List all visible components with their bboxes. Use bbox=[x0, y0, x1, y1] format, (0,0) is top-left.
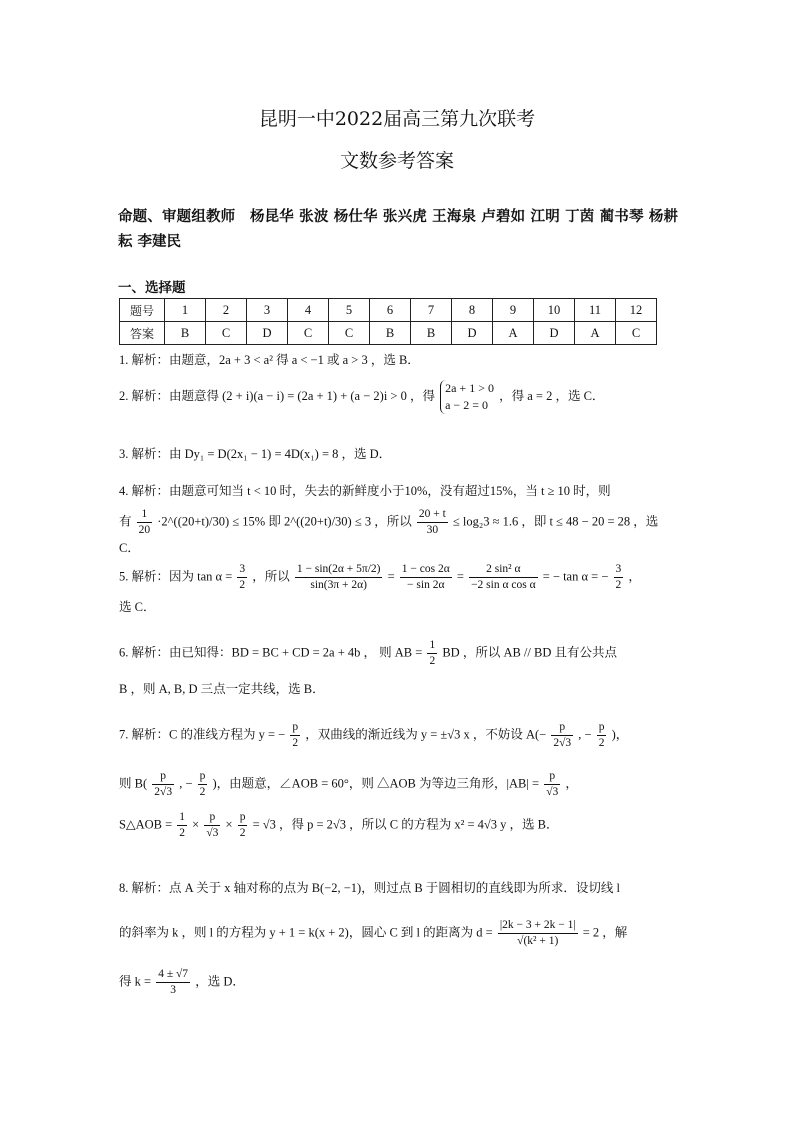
denominator: 2 bbox=[429, 655, 436, 667]
solution-8 bbox=[119, 878, 679, 998]
table-cell: D bbox=[534, 322, 575, 345]
table-cell: 答案 bbox=[120, 322, 165, 345]
fraction bbox=[469, 562, 538, 593]
fraction bbox=[156, 967, 190, 998]
solution-1: 1. 解析：由题意，2a + 3 < a² 得 a < −1 或 a > 3 ，选 B． bbox=[119, 353, 420, 367]
table-cell: D bbox=[452, 322, 493, 345]
table-row bbox=[120, 299, 657, 322]
denominator: 2√3 bbox=[553, 737, 572, 749]
solution-text: 7. 解析：C 的准线方程为 y = − bbox=[119, 727, 286, 742]
solution-text: )， bbox=[611, 727, 629, 742]
solution-text: × bbox=[225, 817, 233, 832]
table-cell: A bbox=[575, 322, 616, 345]
solution-text: 6. 解析：由已知得：BD = BC + CD = 2a + 4b ， 则 AB = bbox=[119, 645, 423, 660]
solution-text: = − tan α = − bbox=[542, 569, 609, 584]
fraction bbox=[417, 507, 448, 538]
numerator: 1 bbox=[177, 810, 187, 826]
denominator: sin(3π + 2α) bbox=[310, 579, 367, 591]
numerator: 1 bbox=[137, 507, 153, 523]
table-cell: D bbox=[247, 322, 288, 345]
solution-text: = √3 ，得 p = 2√3 ，所以 C 的方程为 x² = 4√3 y ，选 B． bbox=[252, 817, 559, 832]
equation: a − 2 = 0 bbox=[445, 398, 488, 412]
denominator: √3 bbox=[206, 827, 219, 839]
table-cell: B bbox=[370, 322, 411, 345]
fraction bbox=[427, 638, 437, 669]
numerator: 1 − cos 2α bbox=[400, 562, 452, 578]
table-cell: C bbox=[288, 322, 329, 345]
numerator: 2 sin² α bbox=[469, 562, 538, 578]
denominator: √3 bbox=[546, 786, 559, 798]
equation-system bbox=[440, 380, 494, 414]
table-row bbox=[120, 322, 657, 345]
fraction bbox=[237, 562, 247, 593]
table-cell: 6 bbox=[370, 299, 411, 322]
fraction bbox=[137, 507, 153, 538]
teachers-line: 命题、审题组教师 杨昆华 张波 杨仕华 张兴虎 王海泉 卢碧如 江明 丁茵 蔺书琴 杨耕耘 李建民 bbox=[118, 209, 678, 250]
denominator: 2 bbox=[615, 579, 622, 591]
table-cell: 11 bbox=[575, 299, 616, 322]
denominator: 3 bbox=[170, 984, 176, 996]
numerator: p bbox=[152, 769, 174, 785]
solution-6 bbox=[119, 638, 679, 699]
fraction bbox=[238, 810, 248, 841]
fraction bbox=[152, 769, 174, 800]
solution-text: 得 k = bbox=[119, 974, 152, 989]
table-cell: 8 bbox=[452, 299, 493, 322]
numerator: 4 ± √7 bbox=[156, 967, 190, 983]
numerator: p bbox=[544, 769, 560, 785]
solution-text: ，双曲线的渐近线为 y = ±√3 x ，不妨设 A(− bbox=[305, 727, 547, 742]
table-cell: C bbox=[616, 322, 657, 345]
fraction bbox=[614, 562, 624, 593]
fraction bbox=[544, 769, 560, 800]
solution-text: B ，则 A, B, D 三点一定共线，选 B． bbox=[119, 682, 325, 696]
denominator: 2 bbox=[239, 827, 246, 839]
table-cell: 10 bbox=[534, 299, 575, 322]
fraction bbox=[290, 720, 300, 751]
solution-5 bbox=[119, 562, 679, 617]
solution-text: 4. 解析：由题意可知当 t < 10 时，失去的新鲜度小于10%，没有超过15%，当 t ≥ 10 时，则 bbox=[119, 484, 611, 498]
table-cell: 1 bbox=[165, 299, 206, 322]
table-cell: C bbox=[206, 322, 247, 345]
numerator: p bbox=[290, 720, 300, 736]
numerator: 1 bbox=[427, 638, 437, 654]
fraction bbox=[177, 810, 187, 841]
doc-subtitle: 文数参考答案 bbox=[339, 150, 454, 172]
table-cell: 7 bbox=[411, 299, 452, 322]
solution-text: ≤ log₂3 ≈ 1.6 ，即 t ≤ 48 − 20 = 28 ，选 C． bbox=[119, 514, 659, 555]
table-cell: B bbox=[411, 322, 452, 345]
numerator: p bbox=[198, 769, 208, 785]
solution-text: 的斜率为 k ，则 l 的方程为 y + 1 = k(x + 2)，圆心 C 到 l 的距离为 d = bbox=[119, 925, 493, 940]
denominator: √(k² + 1) bbox=[517, 935, 559, 947]
table-cell: 3 bbox=[247, 299, 288, 322]
numerator: p bbox=[551, 720, 573, 736]
solution-text: )，由题意，∠AOB = 60°，则 △AOB 为等边三角形，|AB| = bbox=[212, 776, 540, 791]
denominator: 2 bbox=[598, 737, 605, 749]
numerator: 20 + t bbox=[417, 507, 448, 523]
fraction bbox=[400, 562, 452, 593]
numerator: p bbox=[204, 810, 220, 826]
denominator: 2 bbox=[239, 579, 246, 591]
solution-text: ，所以 bbox=[252, 569, 290, 584]
solution-text: × bbox=[192, 817, 200, 832]
equation: 2a + 1 > 0 bbox=[445, 381, 494, 395]
table-cell: 5 bbox=[329, 299, 370, 322]
table-cell: B bbox=[165, 322, 206, 345]
table-cell: 12 bbox=[616, 299, 657, 322]
denominator: − sin 2α bbox=[407, 579, 445, 591]
table-cell: 题号 bbox=[120, 299, 165, 322]
solution-text: S△AOB = bbox=[119, 817, 173, 832]
solution-text: ，得 a = 2 ，选 C． bbox=[499, 388, 605, 403]
denominator: 2 bbox=[179, 827, 186, 839]
denominator: −2 sin α cos α bbox=[471, 579, 536, 591]
solution-2 bbox=[119, 380, 679, 414]
table-cell: A bbox=[493, 322, 534, 345]
solution-7 bbox=[119, 720, 679, 841]
solution-text: ·2^((20+t)/30) ≤ 15% 即 2^((20+t)/30) ≤ 3 ，所以 bbox=[157, 514, 412, 529]
denominator: 2 bbox=[199, 786, 206, 798]
solution-4 bbox=[119, 481, 679, 558]
fraction bbox=[597, 720, 607, 751]
numerator: 3 bbox=[614, 562, 624, 578]
table-cell: 9 bbox=[493, 299, 534, 322]
solution-text: ， bbox=[565, 776, 578, 791]
numerator: p bbox=[238, 810, 248, 826]
solution-text: 8. 解析：点 A 关于 x 轴对称的点为 B(−2, −1)，则过点 B 于圆相切的直线即为所求．设切线 l bbox=[119, 881, 620, 895]
fraction bbox=[198, 769, 208, 800]
solution-text: ， bbox=[628, 569, 641, 584]
solution-text: , − bbox=[578, 727, 592, 742]
numerator: 1 − sin(2α + 5π/2) bbox=[295, 562, 383, 578]
solution-text: = 2 ，解 bbox=[582, 925, 628, 940]
table-cell: 4 bbox=[288, 299, 329, 322]
fraction bbox=[204, 810, 220, 841]
denominator: 2√3 bbox=[154, 786, 173, 798]
solution-text: 则 B( bbox=[119, 776, 148, 791]
solution-3: 3. 解析：由 Dy₁ = D(2x₁ − 1) = 4D(x₁) = 8 ，选 D． bbox=[119, 447, 392, 461]
section-heading: 一、选择题 bbox=[118, 280, 186, 296]
solution-text: 2. 解析：由题意得 (2 + i)(a − i) = (2a + 1) + (a − 2)i > 0 ，得 bbox=[119, 388, 435, 403]
solution-text: BD ，所以 AB // BD 且有公共点 bbox=[442, 645, 617, 660]
fraction bbox=[551, 720, 573, 751]
answer-table bbox=[119, 298, 657, 345]
solution-text: 5. 解析：因为 tan α = bbox=[119, 569, 233, 584]
fraction bbox=[295, 562, 383, 593]
equals-sign: = bbox=[387, 569, 395, 584]
solution-text: , − bbox=[179, 776, 193, 791]
fraction bbox=[498, 918, 578, 949]
numerator: 3 bbox=[237, 562, 247, 578]
table-cell: 2 bbox=[206, 299, 247, 322]
denominator: 20 bbox=[138, 524, 151, 536]
numerator: p bbox=[597, 720, 607, 736]
denominator: 2 bbox=[292, 737, 299, 749]
solution-text: ，选 D． bbox=[195, 974, 245, 989]
numerator: |2k − 3 + 2k − 1| bbox=[498, 918, 578, 934]
table-cell: C bbox=[329, 322, 370, 345]
solution-text: 选 C． bbox=[119, 600, 156, 614]
solution-text: 有 bbox=[119, 514, 132, 529]
denominator: 30 bbox=[426, 524, 439, 536]
equals-sign: = bbox=[456, 569, 464, 584]
doc-title: 昆明一中2022届高三第九次联考 bbox=[258, 108, 536, 130]
